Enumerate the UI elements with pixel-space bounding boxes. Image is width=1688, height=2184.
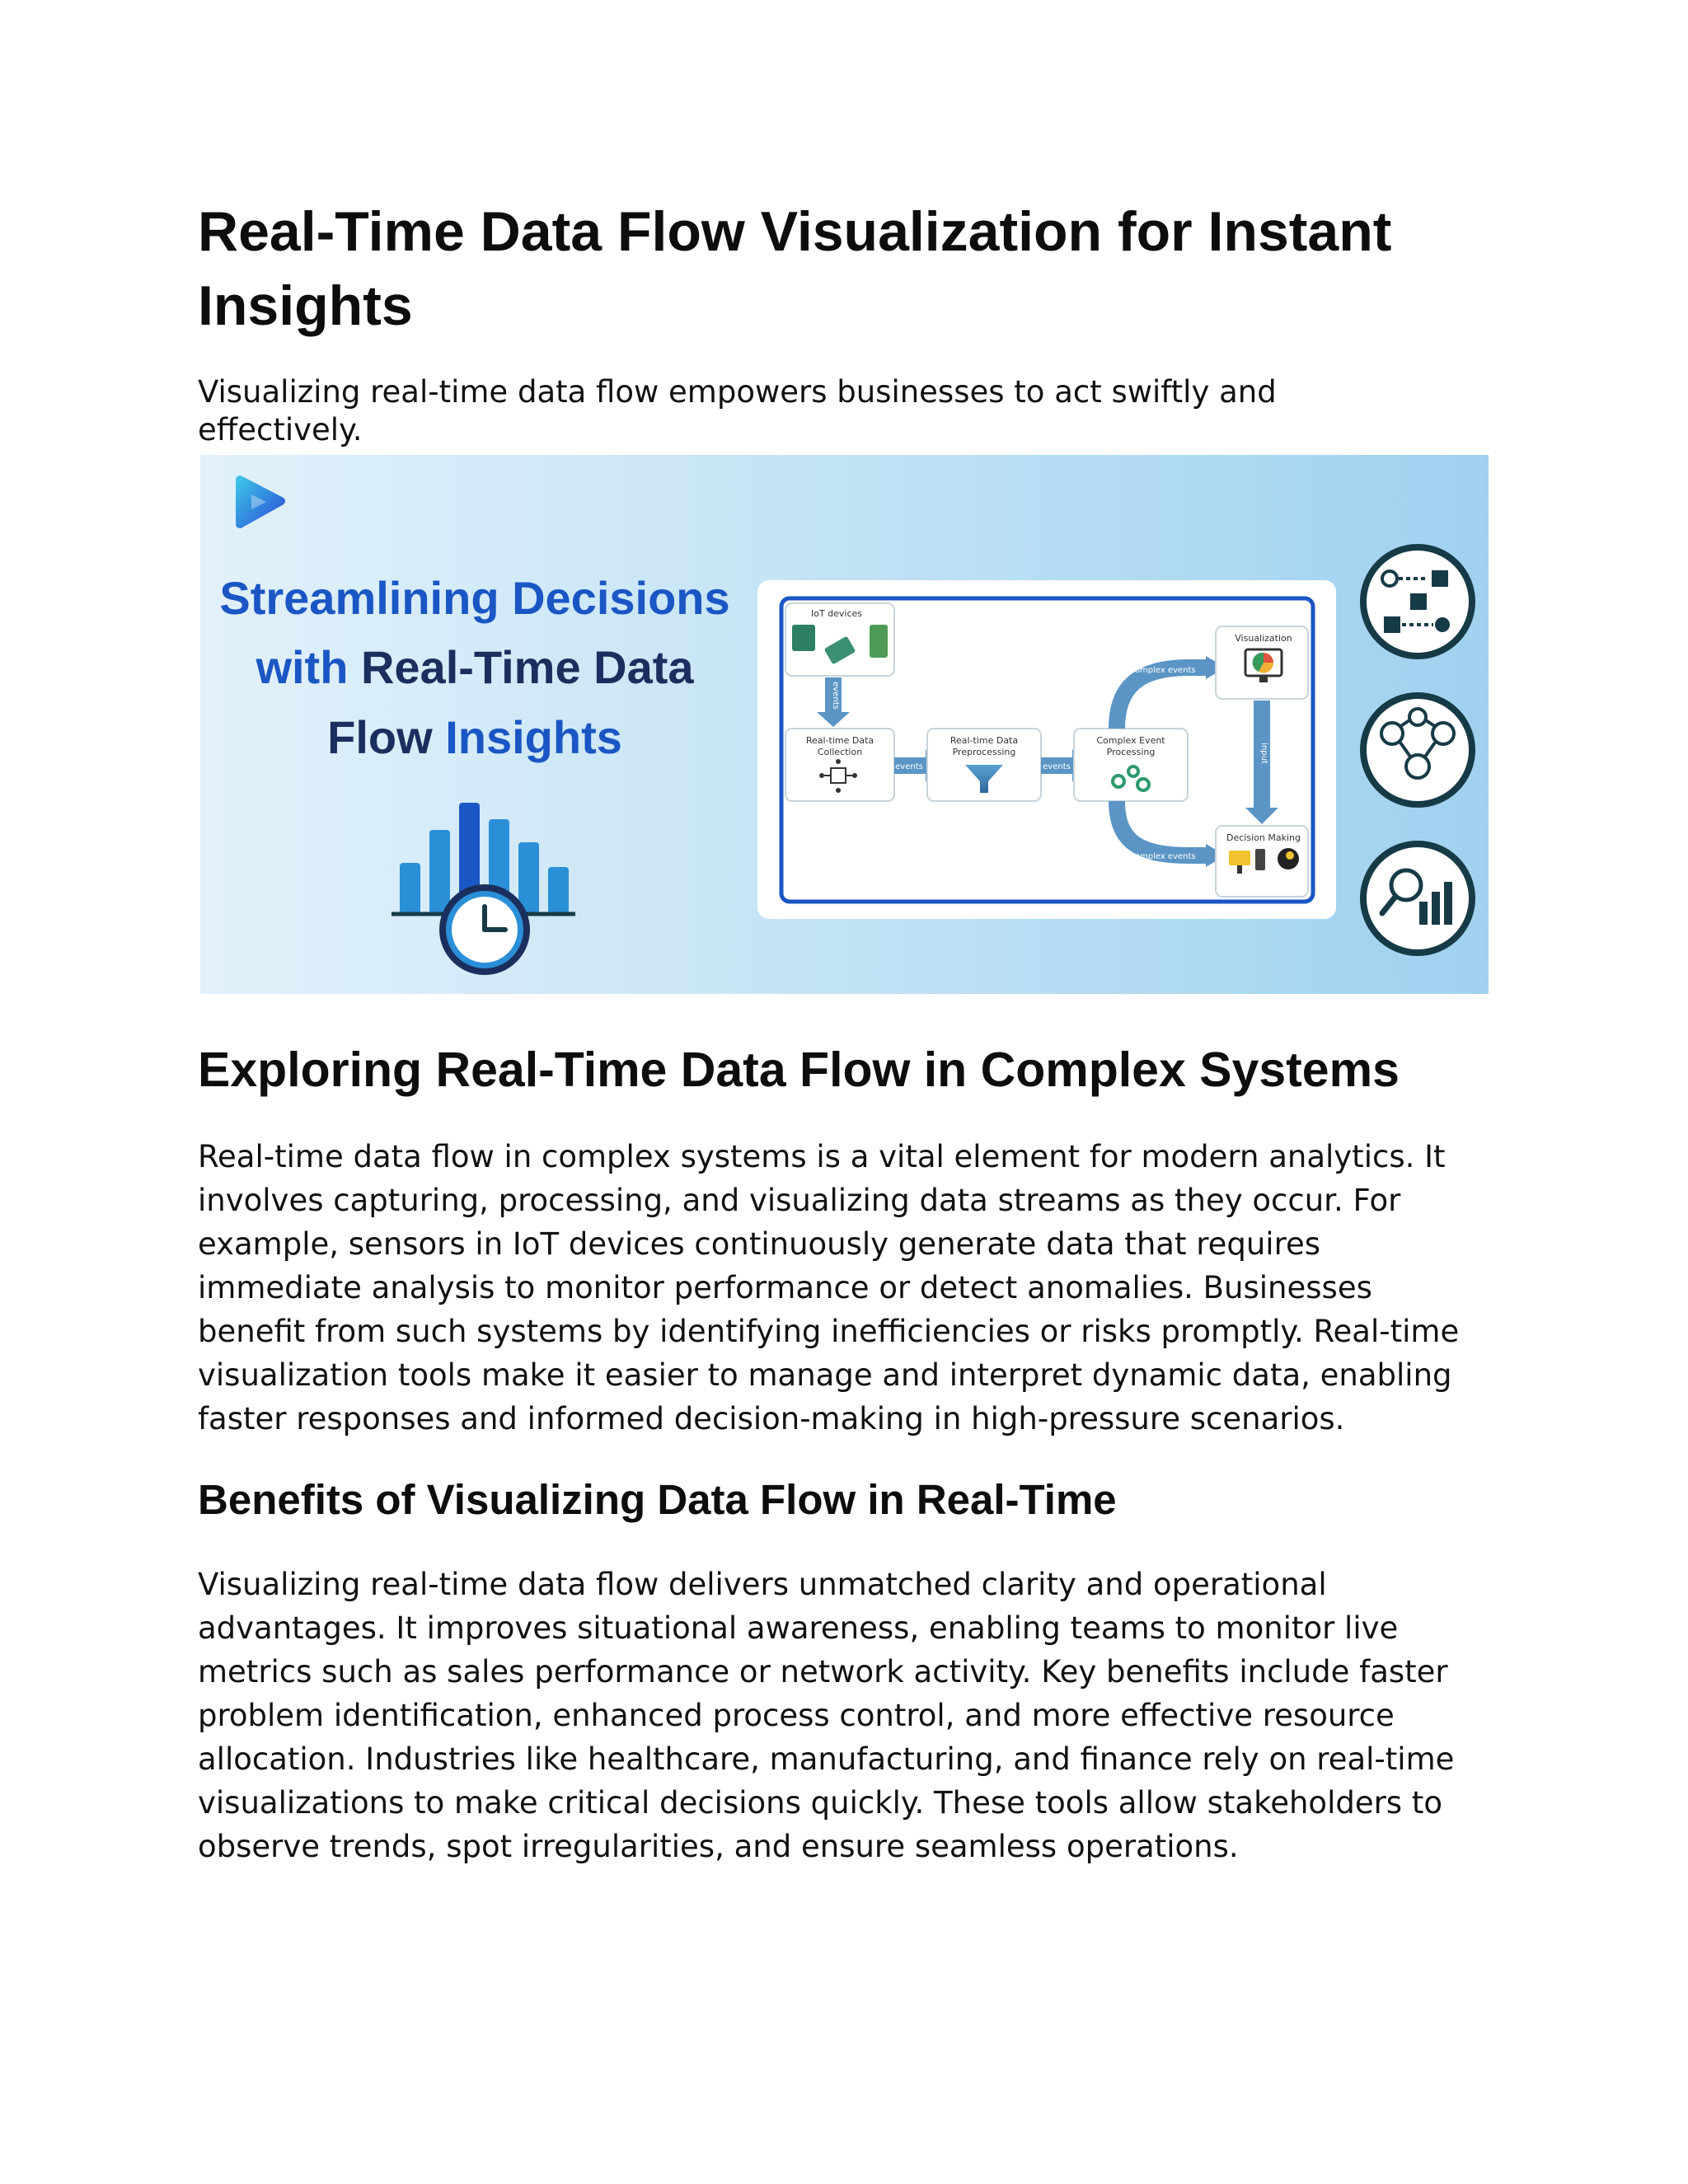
diagram-collection-line2: Collection [817,747,863,757]
diagram-collection-line1: Real-time Data [805,735,874,746]
section1-body: Real-time data flow in complex systems is a vital element for modern analytics. It involves capturing, processing, and visualizing data streams as they occur. For example, sensors in IoT devices continuously generate data that requires immediate analysis to monitor performance or detect anomalies. Businesses benefit from such systems by identifying inefficiencies or risks promptly. Real-time visualization tools make it easier to manage and interpret dynamic data, enabling faster responses and informed decision-making in high-pressure scenarios. [198,1139,1460,1436]
hero-headline-line3: Flow Insights [327,711,622,763]
hero-headline-line2: with Real-Time Data [256,641,694,693]
diagram-cep-line2: Processing [1106,747,1156,757]
hero-headline-line1: Streamlining Decisions [219,572,730,624]
diagram-preprocessing-line2: Preprocessing [952,747,1016,757]
page-title: Real-Time Data Flow Visualization for Instant Insights [198,200,1392,337]
diagram-events-vertical: events [831,682,840,710]
diagram-complex-events-bottom: complex events [1130,852,1196,861]
section2-heading: Benefits of Visualizing Data Flow in Real-Time [198,1476,1117,1523]
section1-heading: Exploring Real-Time Data Flow in Complex Systems [198,1043,1400,1097]
analytics-search-circle-icon [1363,844,1472,953]
hero-banner [200,455,1489,994]
diagram-decision-label: Decision Making [1226,832,1301,843]
workflow-circle-icon [1363,547,1472,656]
intro-paragraph: Visualizing real-time data flow empowers businesses to act swiftly and effectively. [198,374,1277,448]
diagram-events-2: events [1043,762,1071,771]
diagram-input-label: input [1259,743,1268,764]
diagram-visualization-label: Visualization [1235,633,1292,644]
diagram-events-1: events [895,762,923,771]
diagram-preprocessing-line1: Real-time Data [950,735,1019,746]
team-network-circle-icon [1363,696,1472,804]
section2-body: Visualizing real-time data flow delivers unmatched clarity and operational advantages. It improves situational awareness, enabling teams to monitor live metrics such as sales performance or network activity. Key benefits include faster problem identification, enhanced process control, and more effective resource allocation. Industries like healthcare, manufacturing, and finance rely on real-time visualizations to make critical decisions quickly. These tools allow stakeholders to observe trends, spot irregularities, and ensure seamless operations. [198,1567,1455,1864]
diagram-cep-line1: Complex Event [1096,735,1165,746]
diagram-complex-events-top: complex events [1130,666,1196,675]
diagram-iot-label: IoT devices [810,608,863,619]
